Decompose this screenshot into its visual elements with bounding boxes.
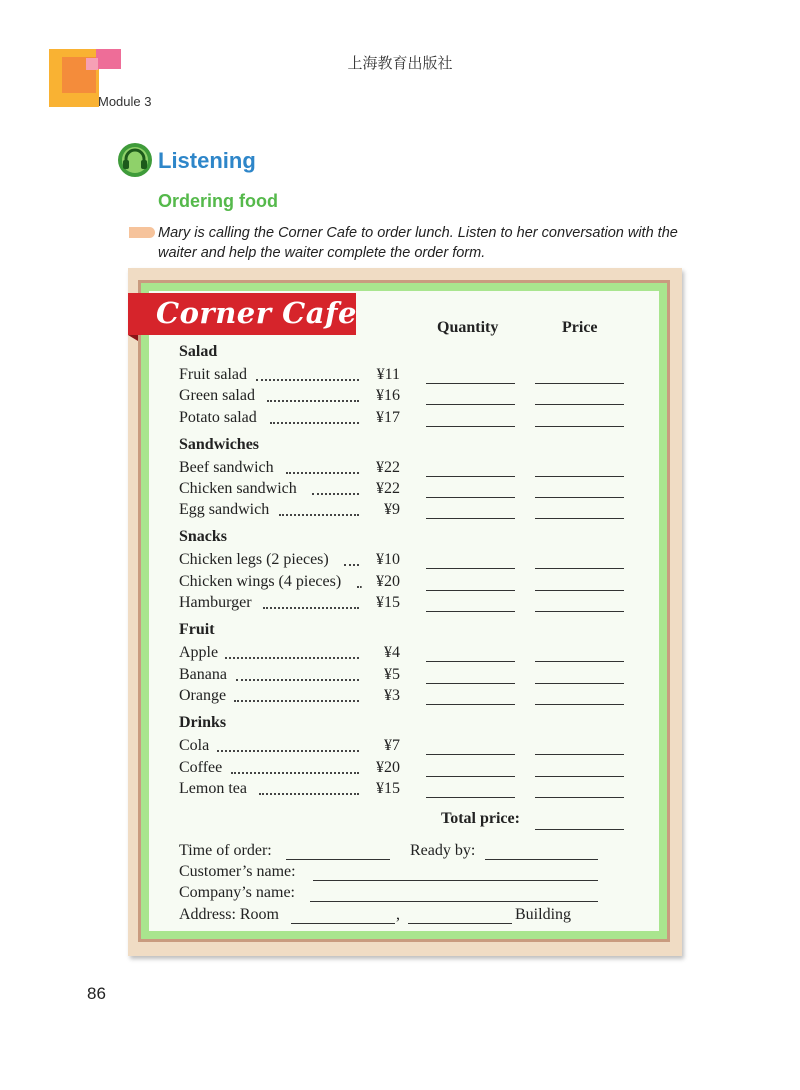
menu-item-price: ¥20 — [376, 759, 400, 776]
menu-item-name: Chicken sandwich — [179, 480, 297, 497]
quantity-blank[interactable] — [426, 568, 515, 569]
menu-title: Corner Cafe — [156, 296, 357, 330]
menu-item-price: ¥15 — [376, 780, 400, 797]
leader-dots — [234, 700, 359, 702]
menu-row — [179, 642, 624, 663]
menu-row — [179, 735, 624, 756]
menu-item-name: Cola — [179, 737, 210, 754]
price-column-header: Price — [562, 319, 598, 336]
menu-item-price: ¥4 — [384, 644, 400, 661]
quantity-blank[interactable] — [426, 776, 515, 777]
menu-row — [179, 385, 624, 406]
quantity-blank[interactable] — [426, 518, 515, 519]
quantity-blank[interactable] — [426, 661, 515, 662]
company-name-label: Company’s name: — [179, 884, 295, 901]
pencil-icon — [129, 227, 155, 238]
headphones-icon — [117, 142, 153, 178]
price-blank[interactable] — [535, 518, 624, 519]
price-blank[interactable] — [535, 797, 624, 798]
leader-dots — [270, 422, 359, 424]
menu-item-name: Lemon tea — [179, 780, 247, 797]
price-blank[interactable] — [535, 590, 624, 591]
total-price-label: Total price: — [441, 810, 520, 827]
menu-row — [179, 685, 624, 706]
menu-item-price: ¥7 — [384, 737, 400, 754]
quantity-blank[interactable] — [426, 611, 515, 612]
publisher-name: 上海教育出版社 — [347, 55, 453, 72]
address-room-label: Address: Room — [179, 906, 279, 923]
menu-item-price: ¥3 — [384, 687, 400, 704]
module-label: Module 3 — [98, 94, 152, 109]
category-salad: Salad — [179, 343, 218, 360]
menu-item-price: ¥16 — [376, 387, 400, 404]
menu-item-name: Green salad — [179, 387, 255, 404]
menu-row — [179, 407, 624, 428]
building-label: Building — [515, 906, 572, 923]
leader-dots — [236, 679, 359, 681]
leader-dots — [256, 379, 359, 381]
leader-dots — [344, 564, 359, 566]
quantity-blank[interactable] — [426, 426, 515, 427]
leader-dots — [231, 772, 359, 774]
menu-row — [179, 664, 624, 685]
category-snacks: Snacks — [179, 528, 228, 545]
quantity-blank[interactable] — [426, 476, 515, 477]
menu-item-price: ¥15 — [376, 594, 400, 611]
time-ready-row — [179, 842, 619, 864]
menu-row — [179, 457, 624, 478]
category-fruit: Fruit — [179, 621, 215, 638]
price-blank[interactable] — [535, 704, 624, 705]
menu-item-price: ¥5 — [384, 666, 400, 683]
quantity-blank[interactable] — [426, 797, 515, 798]
price-blank[interactable] — [535, 661, 624, 662]
address-row — [179, 906, 619, 928]
menu-item-name: Egg sandwich — [179, 501, 270, 518]
ready-by-blank[interactable] — [485, 859, 598, 860]
leader-dots — [225, 657, 359, 659]
price-blank[interactable] — [535, 683, 624, 684]
menu-item-name: Hamburger — [179, 594, 252, 611]
instruction-text: Mary is calling the Corner Cafe to order lunch. Listen to her conversation with the waiter and help the waiter complete the order form. — [158, 225, 678, 261]
quantity-blank[interactable] — [426, 754, 515, 755]
total-price-blank[interactable] — [535, 829, 624, 830]
leader-dots — [259, 793, 359, 795]
address-separator: , — [396, 906, 400, 923]
company-row — [179, 884, 619, 906]
menu-item-name: Banana — [179, 666, 227, 683]
ready-by-label: Ready by: — [410, 842, 476, 859]
customer-name-label: Customer’s name: — [179, 863, 296, 880]
building-blank[interactable] — [408, 923, 512, 924]
menu-banner-fold — [128, 335, 138, 341]
menu-row — [179, 364, 624, 385]
menu-row — [179, 549, 624, 570]
quantity-blank[interactable] — [426, 683, 515, 684]
menu-item-name: Fruit salad — [179, 366, 247, 383]
quantity-blank[interactable] — [426, 704, 515, 705]
quantity-column-header: Quantity — [437, 319, 499, 336]
menu-item-name: Chicken wings (4 pieces) — [179, 573, 342, 590]
menu-item-name: Chicken legs (2 pieces) — [179, 551, 329, 568]
leader-dots — [217, 750, 359, 752]
price-blank[interactable] — [535, 404, 624, 405]
menu-row — [179, 499, 624, 520]
page-number: 86 — [87, 984, 106, 1003]
price-blank[interactable] — [535, 426, 624, 427]
leader-dots — [267, 400, 359, 402]
room-blank[interactable] — [291, 923, 395, 924]
price-blank[interactable] — [535, 754, 624, 755]
time-of-order-blank[interactable] — [286, 859, 390, 860]
quantity-blank[interactable] — [426, 590, 515, 591]
menu-row — [179, 592, 624, 613]
category-sandwiches: Sandwiches — [179, 436, 260, 453]
menu-item-price: ¥22 — [376, 459, 400, 476]
menu-item-price: ¥9 — [384, 501, 400, 518]
quantity-blank[interactable] — [426, 497, 515, 498]
menu-item-name: Apple — [179, 644, 219, 661]
total-row — [179, 810, 624, 832]
menu-item-price: ¥10 — [376, 551, 400, 568]
leader-dots — [312, 493, 359, 495]
menu-row — [179, 778, 624, 799]
menu-row — [179, 757, 624, 778]
leader-dots — [286, 472, 359, 474]
price-blank[interactable] — [535, 497, 624, 498]
category-drinks: Drinks — [179, 714, 227, 731]
menu-item-price: ¥11 — [376, 366, 400, 383]
menu-item-name: Beef sandwich — [179, 459, 274, 476]
company-name-blank[interactable] — [310, 901, 598, 902]
quantity-blank[interactable] — [426, 404, 515, 405]
menu-item-price: ¥22 — [376, 480, 400, 497]
section-title: Listening — [158, 148, 256, 173]
price-blank[interactable] — [535, 383, 624, 384]
quantity-blank[interactable] — [426, 383, 515, 384]
menu-row — [179, 571, 624, 592]
menu-item-name: Coffee — [179, 759, 223, 776]
menu-item-price: ¥17 — [376, 409, 400, 426]
time-of-order-label: Time of order: — [179, 842, 272, 859]
section-subtitle: Ordering food — [158, 191, 278, 211]
menu-item-price: ¥20 — [376, 573, 400, 590]
price-blank[interactable] — [535, 776, 624, 777]
menu-row — [179, 478, 624, 499]
menu-item-name: Orange — [179, 687, 227, 704]
price-blank[interactable] — [535, 568, 624, 569]
price-blank[interactable] — [535, 611, 624, 612]
customer-row — [179, 863, 619, 885]
customer-name-blank[interactable] — [313, 880, 598, 881]
leader-dots — [279, 514, 359, 516]
menu-item-name: Potato salad — [179, 409, 257, 426]
price-blank[interactable] — [535, 476, 624, 477]
leader-dots — [263, 607, 359, 609]
